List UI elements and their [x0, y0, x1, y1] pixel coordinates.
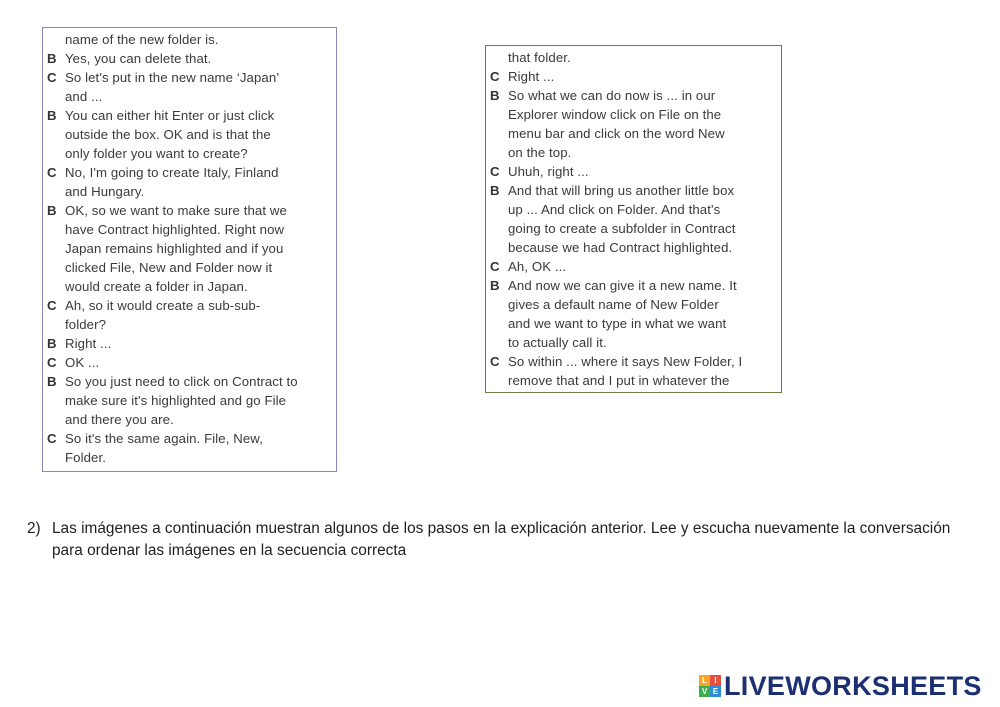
speaker-label: C	[490, 259, 500, 274]
line-text: No, I'm going to create Italy, Finland	[65, 165, 279, 180]
transcript-line	[490, 352, 781, 371]
line-text: and we want to type in what we want	[508, 316, 727, 331]
line-text: You can either hit Enter or just click	[65, 108, 275, 123]
line-text: menu bar and click on the word New	[508, 126, 725, 141]
transcript-line	[490, 257, 781, 276]
transcript-line	[490, 48, 781, 67]
speaker-label: B	[490, 183, 500, 198]
transcript-line	[47, 429, 336, 448]
speaker-label: B	[47, 336, 57, 351]
line-text: Right ...	[508, 69, 555, 84]
transcript-line	[490, 314, 781, 333]
logo-mark-cell: E	[710, 686, 721, 697]
speaker-label: C	[47, 355, 57, 370]
line-text: and Hungary.	[65, 184, 145, 199]
transcript-line	[47, 182, 336, 201]
transcript-line	[490, 238, 781, 257]
line-text: Ah, so it would create a sub-sub-	[65, 298, 261, 313]
transcript-line	[47, 49, 336, 68]
speaker-label: B	[490, 88, 500, 103]
logo-mark-cell: L	[699, 675, 710, 686]
transcript-line	[490, 295, 781, 314]
transcript-line	[490, 105, 781, 124]
question-text: Las imágenes a continuación muestran algunos de los pasos en la explicación anterior. Lee y escucha nuevamente la conversación para ordenar las imágenes en la secuencia correcta	[52, 520, 951, 559]
speaker-label: C	[47, 431, 57, 446]
line-text: So within ... where it says New Folder, I	[508, 354, 743, 369]
transcript-line	[490, 162, 781, 181]
line-text: Yes, you can delete that.	[65, 51, 212, 66]
transcript-line	[47, 239, 336, 258]
line-text: name of the new folder is.	[65, 32, 219, 47]
line-text: only folder you want to create?	[65, 146, 248, 161]
line-text: outside the box. OK and is that the	[65, 127, 271, 142]
speaker-label: B	[47, 108, 57, 123]
transcript-line	[47, 353, 336, 372]
liveworksheets-logo-icon	[699, 675, 721, 697]
line-text: on the top.	[508, 145, 572, 160]
line-text: folder?	[65, 317, 107, 332]
transcript-line	[490, 181, 781, 200]
transcript-line	[47, 30, 336, 49]
line-text: And now we can give it a new name. It	[508, 278, 737, 293]
line-text: make sure it's highlighted and go File	[65, 393, 287, 408]
transcript-line	[47, 201, 336, 220]
line-text: Japan remains highlighted and if you	[65, 241, 284, 256]
transcript-line	[490, 124, 781, 143]
speaker-label: C	[47, 70, 57, 85]
line-text: And that will bring us another little box	[508, 183, 735, 198]
speaker-label: C	[490, 164, 500, 179]
transcript-line	[47, 144, 336, 163]
transcript-line	[490, 276, 781, 295]
transcript-line	[47, 87, 336, 106]
line-text: because we had Contract highlighted.	[508, 240, 733, 255]
transcript-line	[47, 448, 336, 467]
transcript-line	[490, 67, 781, 86]
line-text: So it's the same again. File, New,	[65, 431, 263, 446]
transcript-line	[47, 277, 336, 296]
line-text: going to create a subfolder in Contract	[508, 221, 736, 236]
transcript-line	[47, 258, 336, 277]
line-text: gives a default name of New Folder	[508, 297, 719, 312]
transcript-line	[47, 391, 336, 410]
line-text: Folder.	[65, 450, 107, 465]
line-text: and there you are.	[65, 412, 174, 427]
transcript-line	[490, 200, 781, 219]
logo-text: LIVEWORKSHEETS	[724, 670, 982, 701]
line-text: have Contract highlighted. Right now	[65, 222, 285, 237]
speaker-label: B	[47, 374, 57, 389]
speaker-label: C	[490, 69, 500, 84]
transcript-line	[47, 410, 336, 429]
transcript-line	[490, 219, 781, 238]
line-text: and ...	[65, 89, 103, 104]
line-text: to actually call it.	[508, 335, 607, 350]
speaker-label: B	[490, 278, 500, 293]
line-text: OK, so we want to make sure that we	[65, 203, 287, 218]
line-text: Uhuh, right ...	[508, 164, 589, 179]
speaker-label: B	[47, 51, 57, 66]
transcript-line	[47, 334, 336, 353]
line-text: clicked File, New and Folder now it	[65, 260, 273, 275]
transcript-line	[490, 86, 781, 105]
transcript-line	[47, 296, 336, 315]
transcript-line	[47, 372, 336, 391]
line-text: Right ...	[65, 336, 112, 351]
transcript-line	[47, 125, 336, 144]
line-text: up ... And click on Folder. And that's	[508, 202, 721, 217]
logo-mark-cell: I	[710, 675, 721, 686]
question-number: 2)	[27, 520, 41, 537]
transcript-line	[47, 315, 336, 334]
transcript-line	[490, 371, 781, 390]
line-text: would create a folder in Japan.	[65, 279, 248, 294]
line-text: Explorer window click on File on the	[508, 107, 722, 122]
transcript-line	[490, 333, 781, 352]
line-text: So let's put in the new name ‘Japan’	[65, 70, 280, 85]
transcript-box-left	[42, 27, 337, 472]
line-text: remove that and I put in whatever the	[508, 373, 730, 388]
line-text: Ah, OK ...	[508, 259, 567, 274]
transcript-line	[47, 68, 336, 87]
speaker-label: C	[47, 165, 57, 180]
transcript-line	[490, 143, 781, 162]
line-text: So what we can do now is ... in our	[508, 88, 716, 103]
transcript-line	[47, 220, 336, 239]
line-text: OK ...	[65, 355, 100, 370]
speaker-label: B	[47, 203, 57, 218]
line-text: that folder.	[508, 50, 571, 65]
logo-mark-cell: V	[699, 686, 710, 697]
line-text: So you just need to click on Contract to	[65, 374, 298, 389]
transcript-line	[47, 106, 336, 125]
transcript-line	[47, 163, 336, 182]
liveworksheets-logo	[699, 671, 982, 701]
speaker-label: C	[490, 354, 500, 369]
speaker-label: C	[47, 298, 57, 313]
transcript-box-right	[485, 45, 782, 393]
